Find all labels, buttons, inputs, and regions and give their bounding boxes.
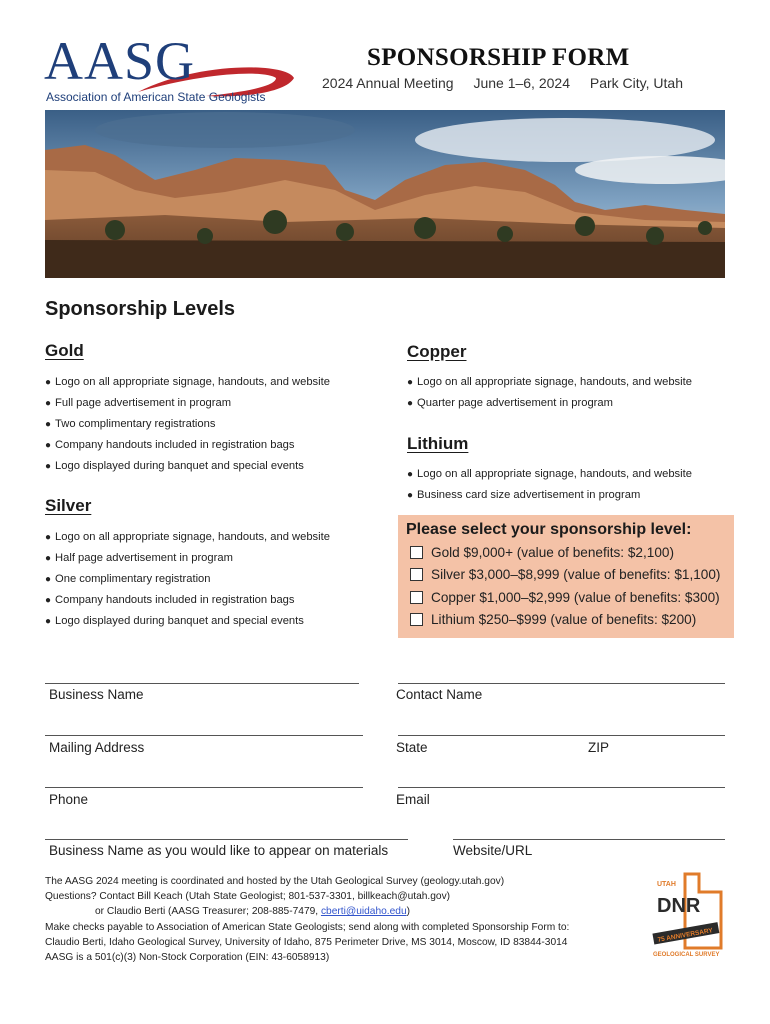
email-label: Email bbox=[396, 792, 430, 807]
copper-checkbox[interactable] bbox=[410, 591, 423, 604]
option-copper[interactable] bbox=[406, 586, 734, 609]
gold-checkbox[interactable] bbox=[410, 546, 423, 559]
section-title-sponsorship-levels: Sponsorship Levels bbox=[45, 298, 236, 320]
footer-host-line: The AASG 2024 meeting is coordinated and hosted by the Utah Geological Survey (geology.utah.gov) bbox=[45, 876, 505, 887]
business-name-field[interactable] bbox=[45, 683, 359, 684]
treasurer-text-end: ) bbox=[406, 906, 411, 918]
meeting-info bbox=[322, 75, 699, 91]
level-gold-title: Gold bbox=[45, 341, 84, 360]
list-item: ● Full page advertisement in program bbox=[45, 393, 330, 414]
logo-wordmark: AASG bbox=[44, 31, 196, 91]
list-item: ● Company handouts included in registration bags bbox=[45, 590, 330, 611]
list-item: ● Two complimentary registrations bbox=[45, 414, 330, 435]
contact-name-field[interactable] bbox=[398, 683, 725, 684]
footer-address-line: Claudio Berti, Idaho Geological Survey, University of Idaho, 875 Perimeter Drive, MS 3014, Moscow, ID 83844-3014 bbox=[45, 936, 568, 948]
silver-checkbox[interactable] bbox=[410, 568, 423, 581]
logo-subtitle: Association of American State Geologists bbox=[46, 90, 266, 104]
lithium-checkbox[interactable] bbox=[410, 613, 423, 626]
utah-dnr-badge bbox=[645, 870, 725, 960]
zip-label: ZIP bbox=[588, 740, 610, 755]
list-item: ● Logo displayed during banquet and special events bbox=[45, 611, 330, 632]
gold-benefits-list bbox=[45, 372, 330, 477]
business-name-label: Business Name bbox=[49, 687, 144, 702]
level-silver-title: Silver bbox=[45, 496, 92, 515]
page-title: SPONSORSHIP FORM bbox=[367, 44, 630, 71]
badge-agency-text: DNR bbox=[657, 895, 701, 917]
email-field[interactable] bbox=[398, 787, 725, 788]
lithium-benefits-list bbox=[407, 464, 692, 506]
list-item: ● Logo on all appropriate signage, handouts, and website bbox=[407, 372, 692, 393]
list-item: ● Logo on all appropriate signage, handouts, and website bbox=[45, 372, 330, 393]
option-lithium[interactable] bbox=[406, 609, 734, 632]
list-item: ● Business card size advertisement in program bbox=[407, 485, 692, 506]
list-item: ● Quarter page advertisement in program bbox=[407, 393, 692, 414]
level-lithium-title: Lithium bbox=[407, 434, 469, 453]
landscape-image bbox=[45, 110, 725, 278]
option-label: Gold $9,000+ (value of benefits: $2,100) bbox=[431, 544, 674, 560]
option-label: Lithium $250–$999 (value of benefits: $200) bbox=[431, 612, 697, 628]
landscape-photo bbox=[45, 110, 725, 278]
copper-benefits-list bbox=[407, 372, 692, 414]
footer-questions-line: Questions? Contact Bill Keach (Utah State Geologist; 801-537-3301, billkeach@utah.gov) bbox=[45, 891, 451, 903]
meeting-location: Park City, Utah bbox=[589, 75, 683, 91]
list-item: ● Logo displayed during banquet and special events bbox=[45, 456, 330, 477]
dnr-badge-icon bbox=[645, 870, 725, 960]
phone-field[interactable] bbox=[45, 787, 363, 788]
badge-anniversary-text: 75 ANNIVERSARY bbox=[657, 927, 714, 944]
footer-payment-line: Make checks payable to Association of American State Geologists; send along with completed Sponsorship Form to: bbox=[45, 921, 570, 933]
list-item: ● Logo on all appropriate signage, handouts, and website bbox=[407, 464, 692, 485]
treasurer-email-link[interactable]: cberti@uidaho.edu bbox=[320, 906, 407, 918]
phone-label: Phone bbox=[49, 792, 89, 807]
treasurer-text: or Claudio Berti (AASG Treasurer; 208-885-7479, bbox=[95, 906, 321, 918]
business-name-materials-field[interactable] bbox=[45, 839, 408, 840]
footer-treasurer-line bbox=[45, 904, 569, 919]
option-gold[interactable] bbox=[406, 541, 734, 564]
silver-benefits-list bbox=[45, 527, 330, 632]
website-field[interactable] bbox=[453, 839, 725, 840]
contact-name-label: Contact Name bbox=[396, 687, 483, 702]
meeting-name: 2024 Annual Meeting bbox=[322, 75, 454, 91]
website-label: Website/URL bbox=[453, 843, 533, 858]
meeting-dates: June 1–6, 2024 bbox=[473, 75, 570, 91]
badge-survey-text: GEOLOGICAL SURVEY bbox=[653, 952, 720, 958]
footer-info bbox=[45, 874, 569, 965]
sponsorship-level-selector bbox=[398, 515, 734, 638]
badge-state-text: UTAH bbox=[657, 881, 676, 888]
selector-title: Please select your sponsorship level: bbox=[406, 521, 692, 538]
business-name-materials-label: Business Name as you would like to appear on materials bbox=[49, 843, 389, 858]
list-item: ● One complimentary registration bbox=[45, 569, 330, 590]
state-zip-field[interactable] bbox=[398, 735, 725, 736]
level-copper-title: Copper bbox=[407, 342, 467, 361]
mailing-address-field[interactable] bbox=[45, 735, 363, 736]
option-label: Silver $3,000–$8,999 (value of benefits: $1,100) bbox=[431, 567, 721, 583]
footer-ein-line: AASG is a 501(c)(3) Non-Stock Corporation (EIN: 43-6058913) bbox=[45, 952, 330, 964]
mailing-address-label: Mailing Address bbox=[49, 740, 145, 755]
list-item: ● Company handouts included in registration bags bbox=[45, 435, 330, 456]
option-silver[interactable] bbox=[406, 564, 734, 587]
state-label: State bbox=[396, 740, 428, 755]
option-label: Copper $1,000–$2,999 (value of benefits: $300) bbox=[431, 589, 720, 605]
list-item: ● Half page advertisement in program bbox=[45, 548, 330, 569]
list-item: ● Logo on all appropriate signage, handouts, and website bbox=[45, 527, 330, 548]
aasg-logo bbox=[44, 31, 266, 106]
